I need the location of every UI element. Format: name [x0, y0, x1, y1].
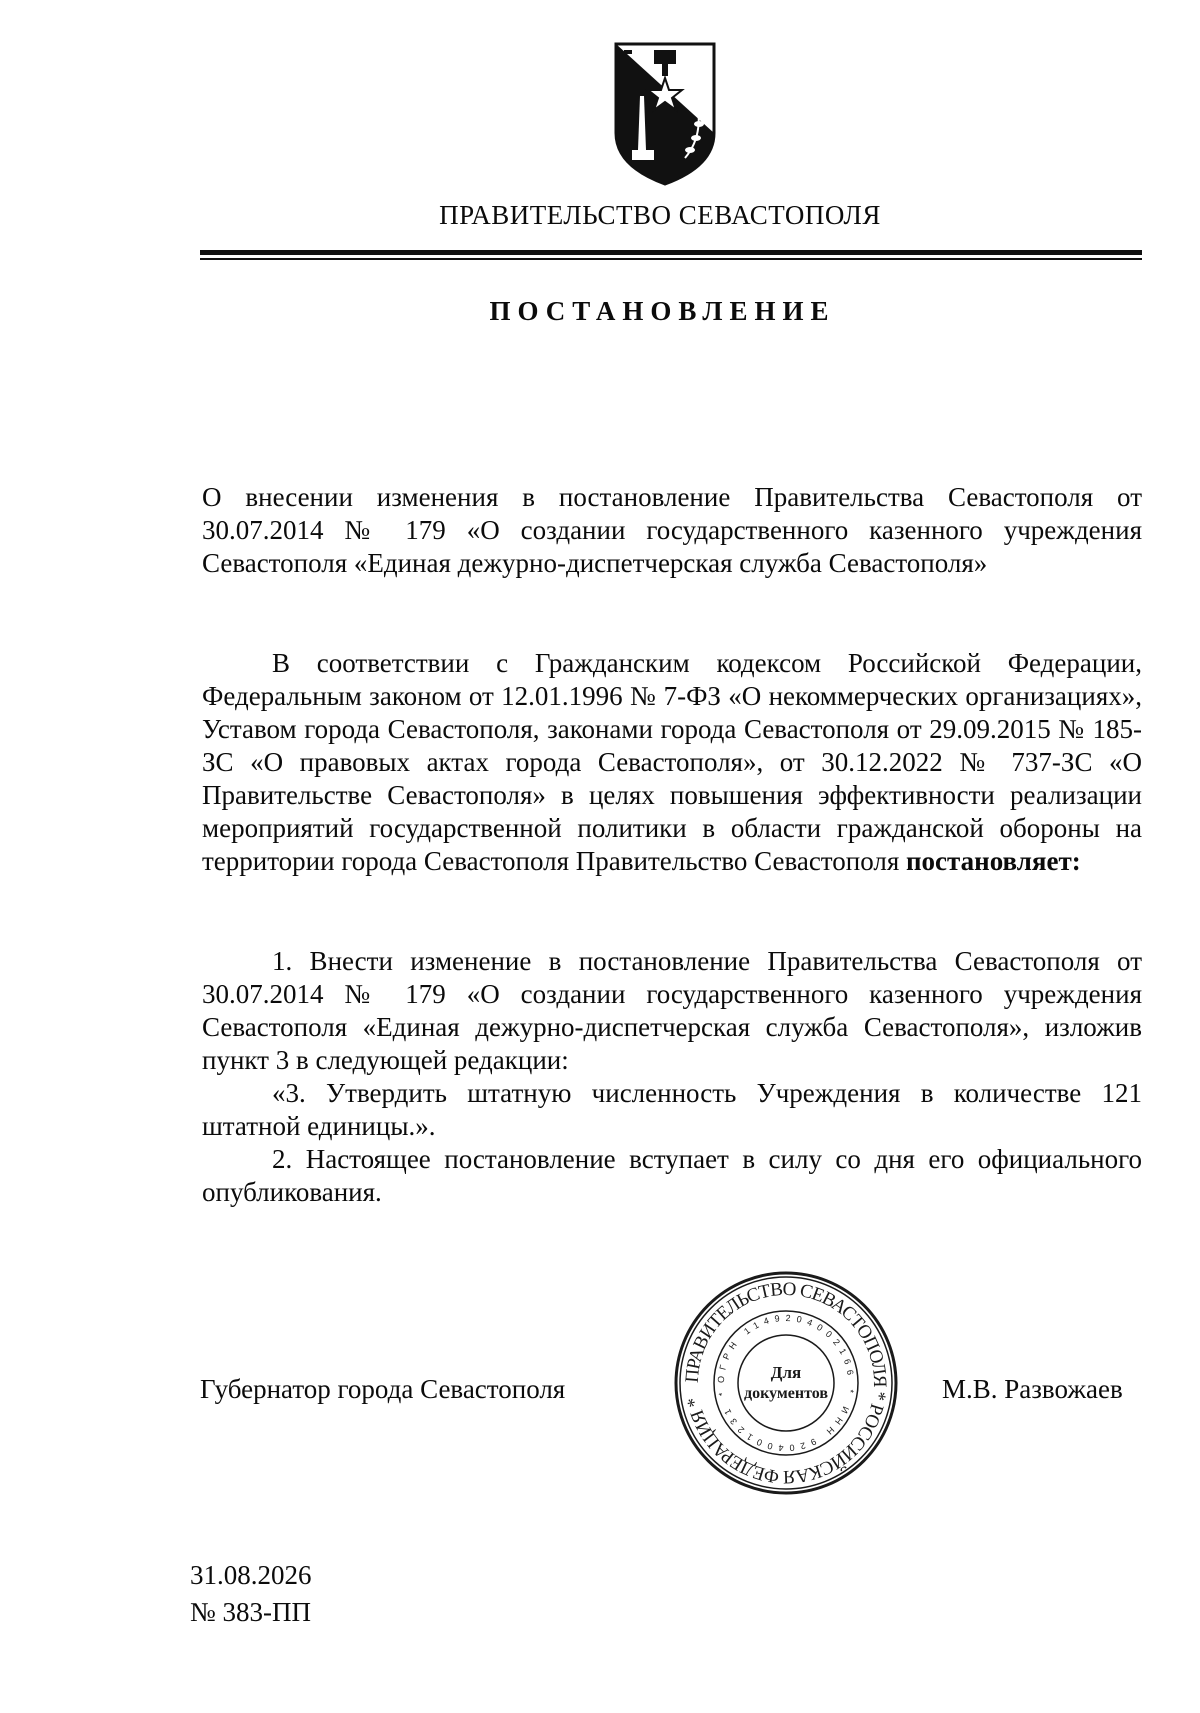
item-1: 1. Внести изменение в постановление Правительства Севастополя от 30.07.2014 № 179 «О создании государственного казенного учреждения Севастополя «Единая дежурно-диспетчерская служба Севастополя», изложив пункт 3 в следующей редакции:	[202, 946, 1142, 1075]
svg-text:ОГРН 1149204002166 * ИНН 92040	[716, 1313, 856, 1453]
seal-center-line1: Для	[770, 1363, 802, 1382]
preamble	[202, 647, 1142, 878]
sevastopol-coat-of-arms-icon	[610, 38, 720, 188]
seal-inner-text: ОГРН 1149204002166 * ИНН 9204001231 *	[715, 1312, 857, 1453]
item-1-quote: «3. Утвердить штатную численность Учреждения в количестве 121 штатной единицы.».	[202, 1078, 1142, 1141]
preamble-text: В соответствии с Гражданским кодексом Российской Федерации, Федеральным законом от 12.01.1996 № 7-ФЗ «О некоммерческих организациях», Уставом города Севастополя, законами города Севастополя от 29.09.2015 № 185-ЗС «О правовых актах города Севастополя», от 30.12.2022 № 737-ЗС «О Правительстве Севастополя» в целях повышения эффективности реализации мероприятий государственной политики в области гражданской обороны на территории города Севастополя Правительство Севастополя	[202, 648, 1142, 876]
preamble-resolves: постановляет:	[906, 846, 1081, 876]
document-type: ПОСТАНОВЛЕНИЕ	[489, 296, 836, 326]
signer-name: М.В. Развожаев	[942, 1374, 1123, 1404]
document-number: № 383-ПП	[190, 1597, 311, 1627]
svg-text:ПРАВИТЕЛЬСТВО СЕВАСТОПОЛЯ * РО	[682, 1279, 890, 1487]
signer-title: Губернатор города Севастополя	[200, 1374, 566, 1404]
document-date: 31.08.2026	[190, 1560, 312, 1590]
document-subject: О внесении изменения в постановление Правительства Севастополя от 30.07.2014 № 179 «О создании государственного казенного учреждения Севастополя «Единая дежурно-диспетчерская служба Севастополя»	[202, 482, 1142, 578]
header-divider-thin	[200, 258, 1142, 260]
seal-outer-text: ПРАВИТЕЛЬСТВО СЕВАСТОПОЛЯ * РОССИЙСКАЯ ФЕДЕРАЦИЯ *	[681, 1278, 891, 1488]
header-divider-thick	[200, 250, 1142, 255]
item-2: 2. Настоящее постановление вступает в силу со дня его официального опубликования.	[202, 1144, 1142, 1207]
official-seal	[671, 1268, 901, 1498]
organization-title: ПРАВИТЕЛЬСТВО СЕВАСТОПОЛЯ	[439, 200, 881, 230]
seal-center-line2: документов	[744, 1385, 828, 1402]
